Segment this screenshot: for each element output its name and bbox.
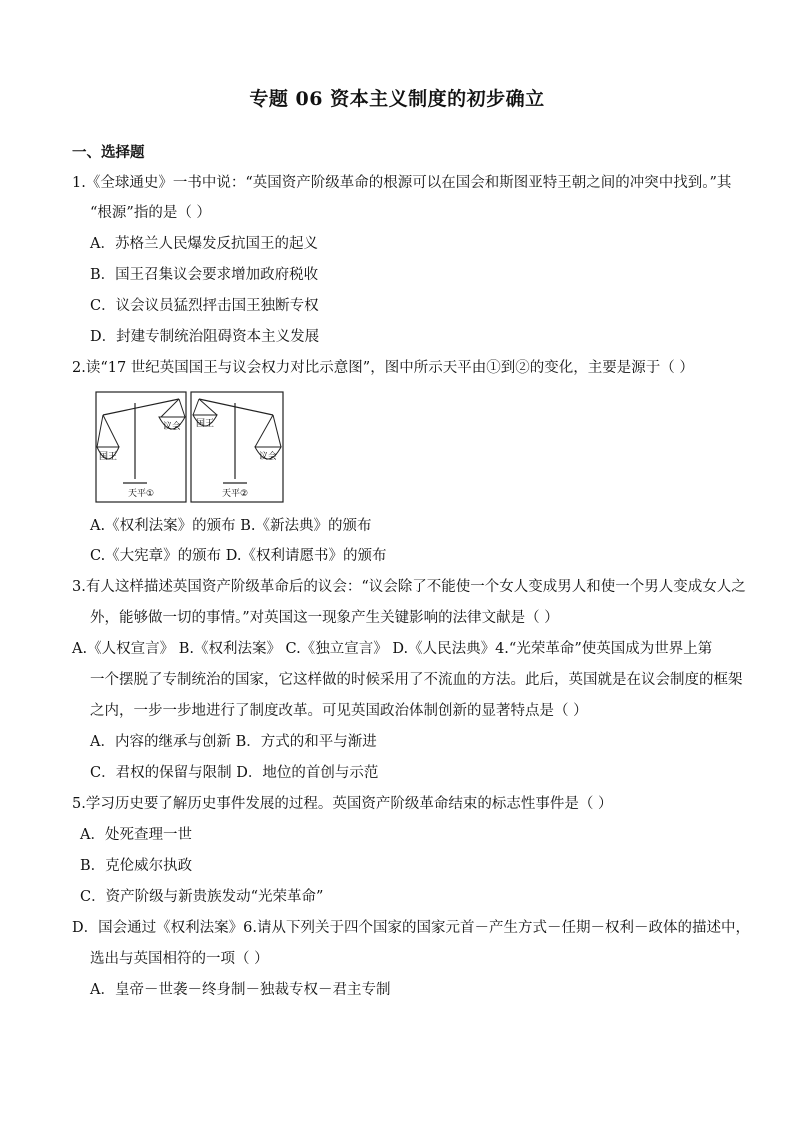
q4-stem-line2: 一个摆脱了专制统治的国家，它这样做的时候采用了不流血的方法。此后，英国就是在议会制度的框架 bbox=[90, 672, 743, 688]
scale-1-right-string-b bbox=[179, 399, 185, 417]
scale-1 bbox=[96, 392, 186, 502]
scale-2-beam bbox=[199, 399, 273, 415]
scale-2 bbox=[191, 392, 283, 502]
q6-option-a: A．皇帝－世袭－终身制－独裁专权－君主专制 bbox=[90, 982, 391, 998]
scale-1-right-label: 议会 bbox=[162, 422, 182, 432]
scale-1-beam bbox=[103, 399, 179, 415]
q6-stem-line2: 选出与英国相符的一项（ ） bbox=[90, 951, 269, 967]
q1-stem-line1: 1.《全球通史》一书中说：“英国资产阶级革命的根源可以在国会和斯图亚特王朝之间的冲突中找到。”其 bbox=[72, 175, 732, 191]
q3-stem-line1: 3.有人这样描述英国资产阶级革命后的议会：“议会除了不能使一个女人变成男人和使一个男人变成女人之 bbox=[72, 579, 746, 595]
q4-options-cd: C．君权的保留与限制 D．地位的首创与示范 bbox=[90, 765, 379, 781]
scale-2-right-label: 议会 bbox=[258, 452, 278, 462]
q5-option-b: B．克伦威尔执政 bbox=[80, 858, 193, 874]
balance-scale-svg bbox=[95, 391, 285, 503]
q5-option-a: A．处死查理一世 bbox=[80, 827, 192, 843]
scale-1-left-label: 国王 bbox=[98, 452, 118, 462]
scale-1-caption: 天平① bbox=[127, 489, 155, 499]
q2-stem-line1: 2.读“17 世纪英国国王与议会权力对比示意图”，图中所示天平由①到②的变化，主要是源于（ ） bbox=[72, 360, 694, 376]
page-title: 专题 06 资本主义制度的初步确立 bbox=[249, 88, 545, 110]
scale-1-left-string-b bbox=[103, 415, 119, 447]
scale-2-right-string-b bbox=[273, 415, 281, 447]
q5-option-c: C．资产阶级与新贵族发动“光荣革命” bbox=[80, 889, 324, 905]
q1-option-c: C．议会议员猛烈抨击国王独断专权 bbox=[90, 298, 319, 314]
scale-2-left-label: 国王 bbox=[195, 419, 215, 429]
q5-stem-line1: 5.学习历史要了解历史事件发展的过程。英国资产阶级革命结束的标志性事件是（ ） bbox=[72, 796, 613, 812]
q3-stem-line2: 外，能够做一切的事情。”对英国这一现象产生关键影响的法律文献是（ ） bbox=[90, 610, 559, 626]
q2-options-ab: A.《权利法案》的颁布 B.《新法典》的颁布 bbox=[90, 518, 372, 534]
scale-2-left-string-a bbox=[193, 399, 199, 415]
q5-option-d-q6-line1: D．国会通过《权利法案》6.请从下列关于四个国家的国家元首－产生方式－任期－权利－政体的描述中， bbox=[72, 920, 750, 936]
scale-1-left-string-a bbox=[97, 415, 103, 447]
q1-option-d: D．封建专制统治阻碍资本主义发展 bbox=[90, 329, 320, 345]
balance-scale-figure bbox=[95, 391, 285, 503]
q1-stem-line2: “根源”指的是（ ） bbox=[90, 205, 211, 221]
scale-2-right-string-a bbox=[255, 415, 273, 447]
scale-2-caption: 天平② bbox=[221, 489, 249, 499]
q1-option-b: B．国王召集议会要求增加政府税收 bbox=[90, 267, 319, 283]
q2-options-cd: C.《大宪章》的颁布 D.《权利请愿书》的颁布 bbox=[90, 548, 387, 564]
q4-stem-line3: 之内，一步一步地进行了制度改革。可见英国政治体制创新的显著特点是（ ） bbox=[90, 703, 588, 719]
q3-options-q4-line1: A.《人权宣言》 B.《权利法案》 C.《独立宣言》 D.《人民法典》4.“光荣革命”使英国成为世界上第 bbox=[72, 641, 713, 657]
section-heading: 一、选择题 bbox=[72, 144, 145, 161]
q1-option-a: A．苏格兰人民爆发反抗国王的起义 bbox=[90, 236, 318, 252]
q4-options-ab: A．内容的继承与创新 B．方式的和平与渐进 bbox=[90, 734, 377, 750]
